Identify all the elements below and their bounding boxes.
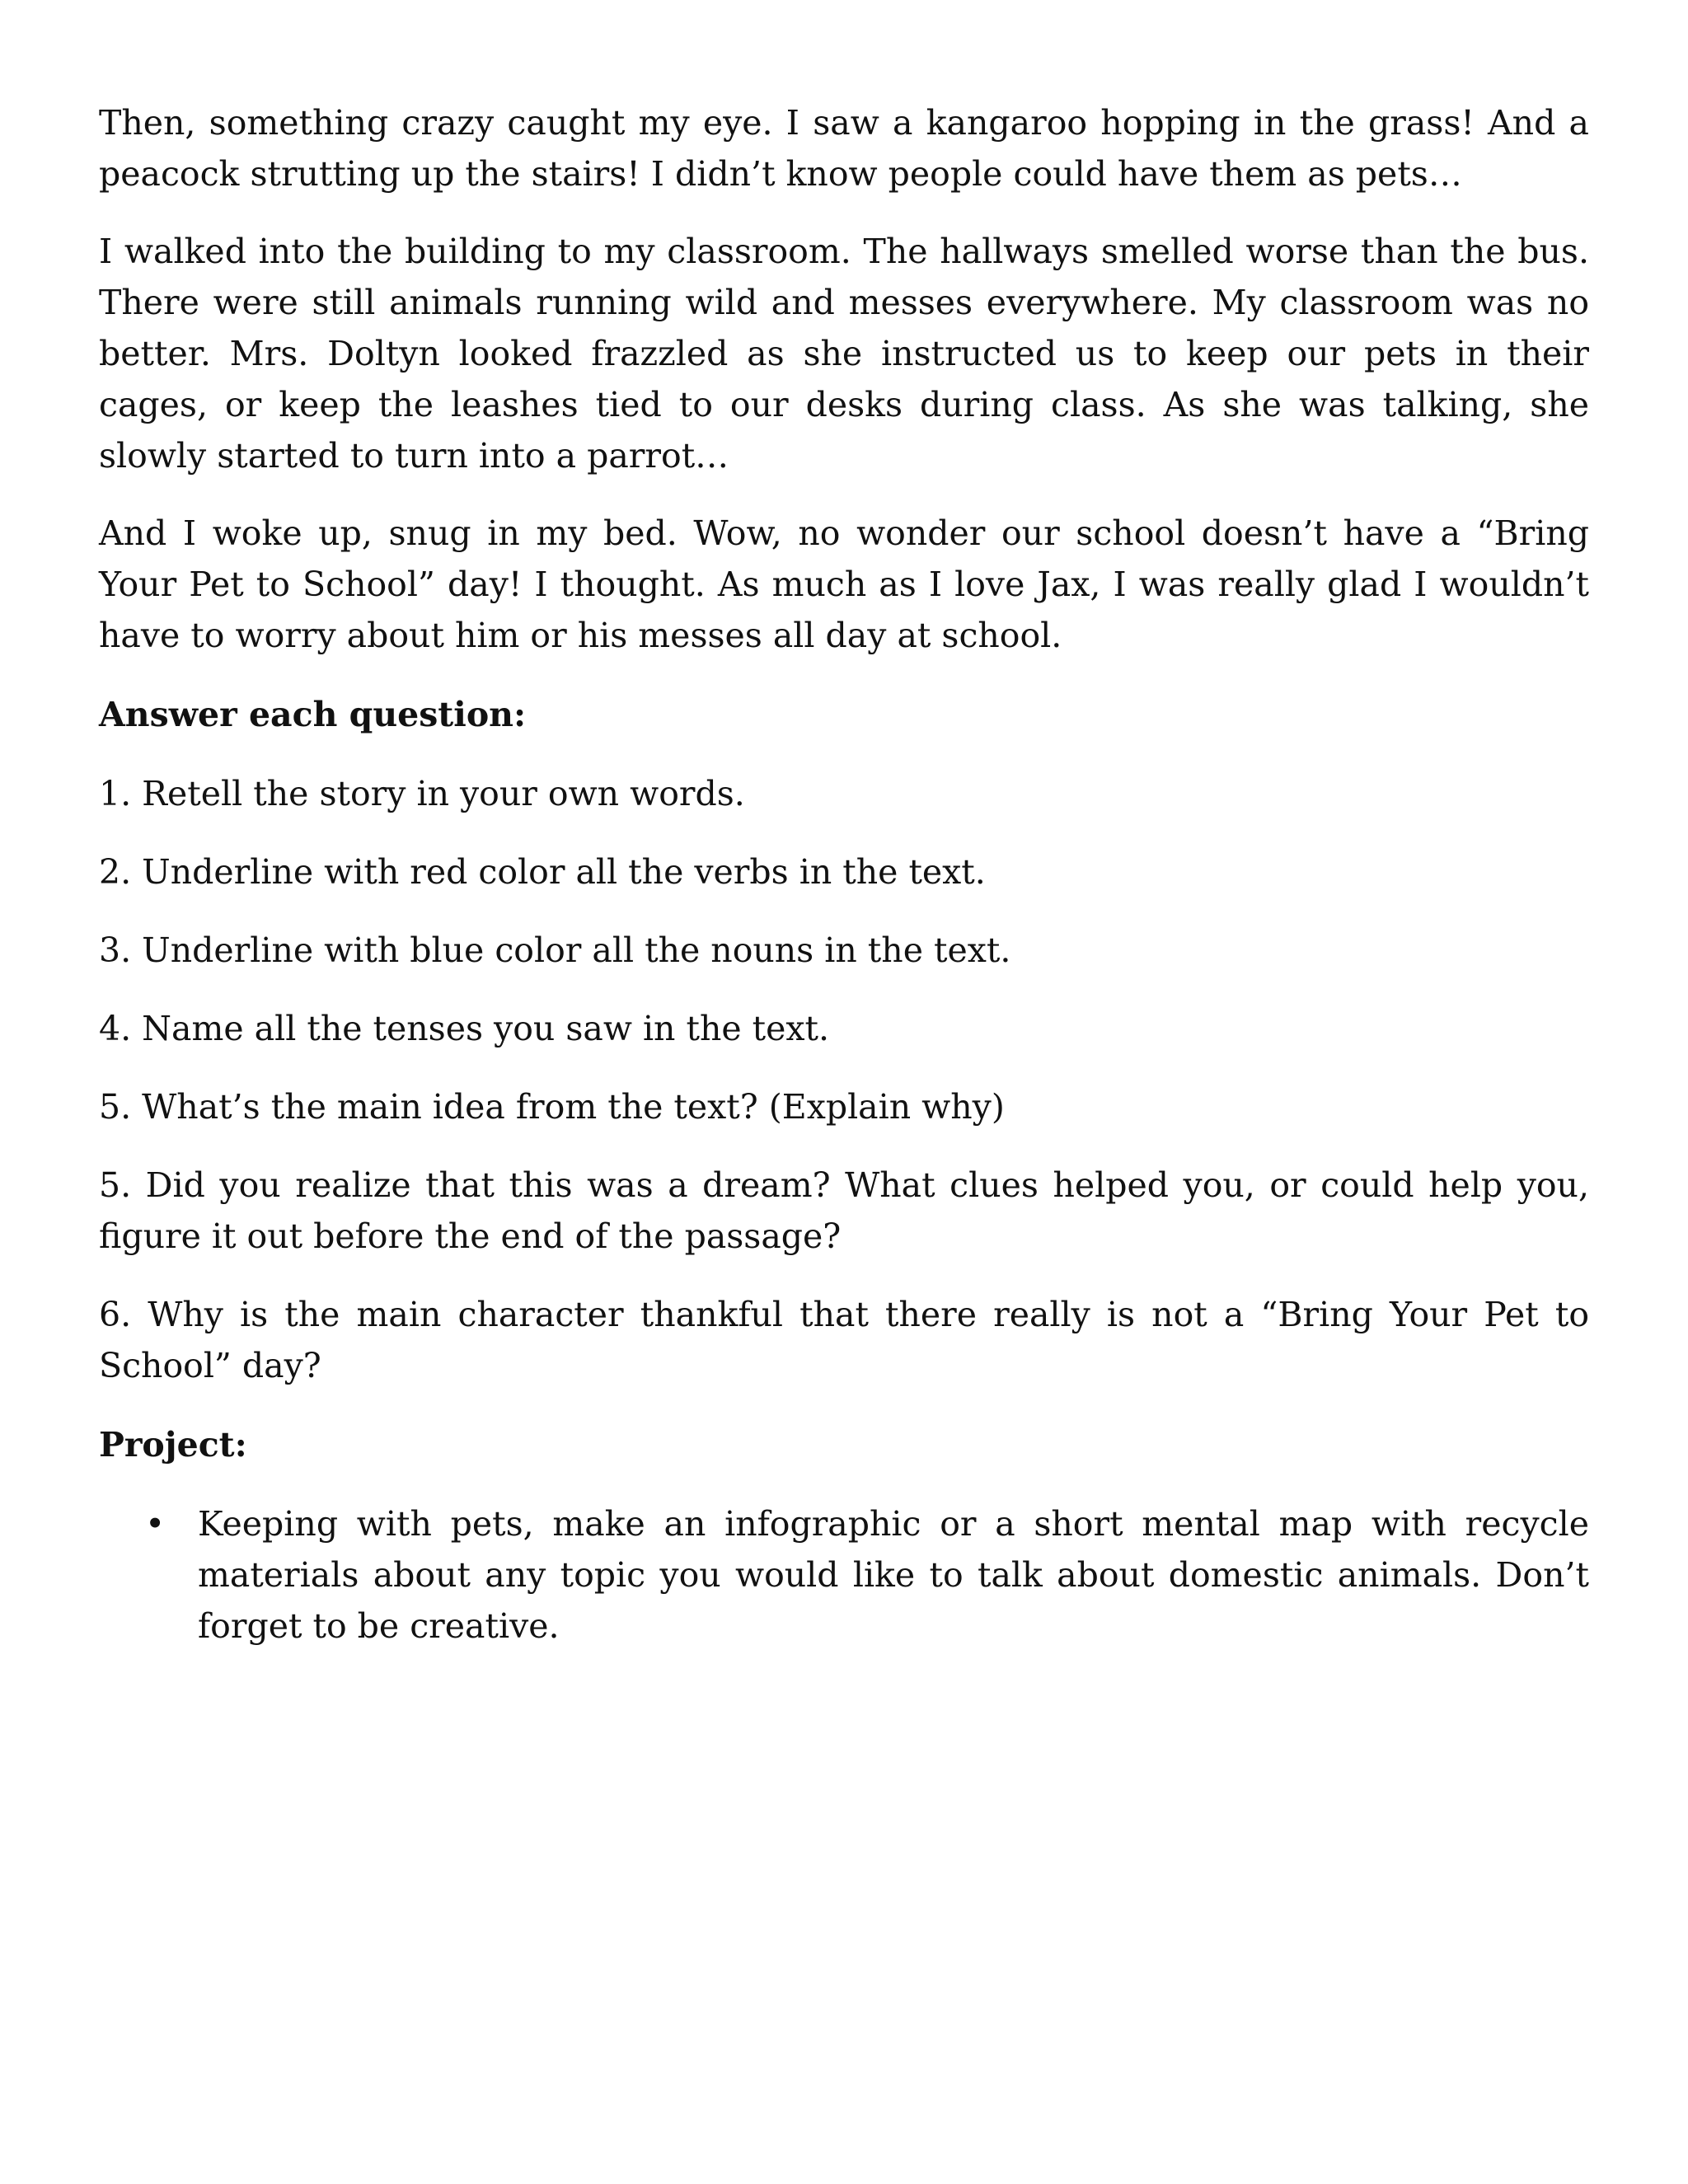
project-bullet-item [99, 1498, 1589, 1652]
story-paragraph-2: I walked into the building to my classroom. The hallways smelled worse than the bus. There were still animals running wild and messes everywhere. My classroom was no better. Mrs. Doltyn looked frazzled as she instructed us to keep our pets in their cages, or keep the leashes tied to our desks during class. As she was talking, she slowly started to turn into a parrot… [99, 232, 1589, 476]
project-bullet-text: Keeping with pets, make an infographic or a short mental map with recycle materials about any topic you would like to talk about domestic animals. Don’t forget to be creative. [198, 1504, 1589, 1646]
story-paragraph-3: And I woke up, snug in my bed. Wow, no wonder our school doesn’t have a “Bring Your Pet to School” day! I thought. As much as I love Jax, I was really glad I wouldn’t have to worry about him or his messes all day at school. [99, 513, 1589, 655]
document-page [99, 97, 1589, 1652]
question-4: 4. Name all the tenses you saw in the text. [99, 1009, 830, 1048]
question-3: 3. Underline with blue color all the nouns in the text. [99, 930, 1011, 970]
question-5-main-idea: 5. What’s the main idea from the text? (Explain why) [99, 1087, 1005, 1127]
question-2: 2. Underline with red color all the verbs in the text. [99, 852, 986, 892]
project-heading: Project: [99, 1425, 247, 1465]
bullet-icon: • [145, 1504, 166, 1544]
questions-heading: Answer each question: [99, 695, 527, 734]
question-5-dream: 5. Did you realize that this was a dream? What clues helped you, or could help you, figure it out before the end of the passage? [99, 1165, 1589, 1256]
question-1: 1. Retell the story in your own words. [99, 774, 745, 813]
project-bullet-list [99, 1498, 1589, 1652]
question-6: 6. Why is the main character thankful that there really is not a “Bring Your Pet to School” day? [99, 1295, 1589, 1385]
story-paragraph-1: Then, something crazy caught my eye. I saw a kangaroo hopping in the grass! And a peacock strutting up the stairs! I didn’t know people could have them as pets… [99, 103, 1589, 194]
